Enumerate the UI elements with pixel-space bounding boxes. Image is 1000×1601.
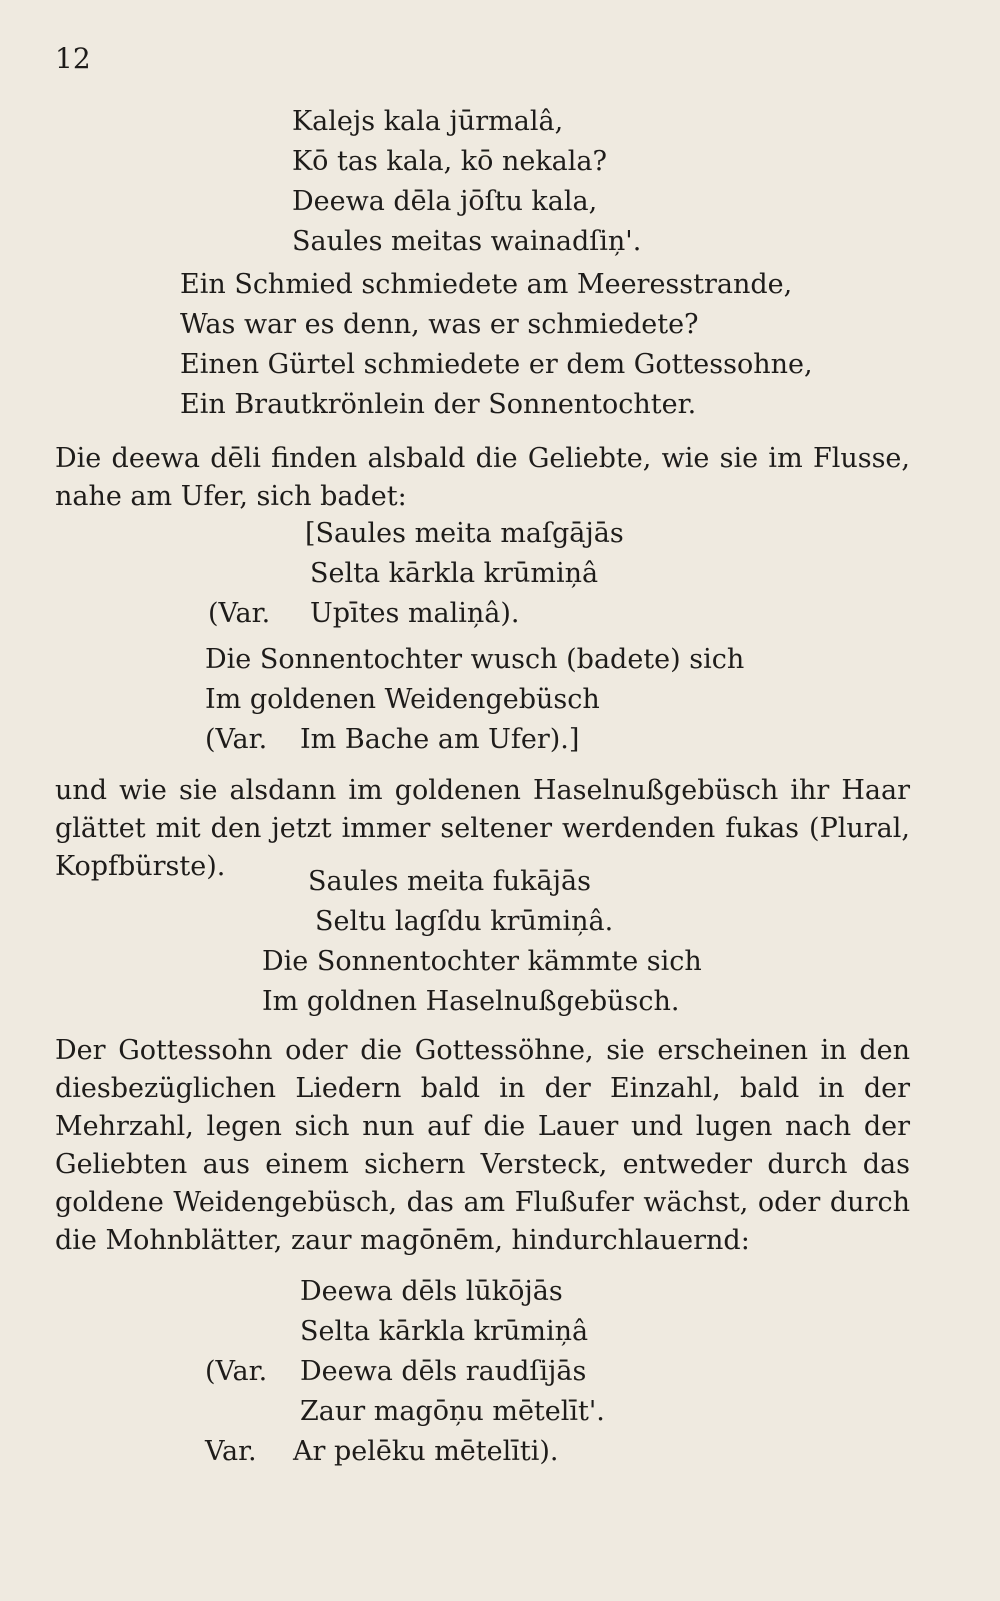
verse-line: Selta kārkla krūmiņâ	[300, 1316, 589, 1347]
translation-line: Ein Brautkrönlein der Sonnentochter.	[180, 389, 697, 420]
variant-label: Var.	[205, 1436, 257, 1467]
verse-line: Saules meitas wainadſiņ'.	[292, 226, 642, 257]
verse-line: Zaur magōņu mētelīt'.	[300, 1396, 605, 1427]
verse-line: Kō tas kala, kō nekala?	[292, 146, 607, 177]
verse-line: Deewa dēls raudſijās	[300, 1356, 587, 1387]
translation-line: Was war es denn, was er schmiedete?	[180, 309, 699, 340]
page-number: 12	[55, 42, 91, 75]
variant-label: (Var.	[205, 724, 268, 755]
translation-line: Die Sonnentochter wusch (badete) sich	[205, 644, 745, 675]
verse-line: Saules meita fukājās	[308, 866, 591, 897]
variant-label: (Var.	[208, 598, 271, 629]
verse-line: Kalejs kala jūrmalâ,	[292, 106, 564, 137]
translation-line: Im Bache am Ufer).]	[300, 724, 580, 755]
translation-line: Die Sonnentochter kämmte sich	[262, 946, 702, 977]
verse-line: [Saules meita maſgājās	[305, 518, 624, 549]
translation-line: Einen Gürtel schmiedete er dem Gottessohne,	[180, 349, 813, 380]
verse-line: Deewa dēls lūkōjās	[300, 1276, 563, 1307]
verse-line: Selta kārkla krūmiņâ	[310, 558, 599, 589]
variant-label: (Var.	[205, 1356, 268, 1387]
verse-line: Ar pelēku mētelīti).	[293, 1436, 559, 1467]
paragraph	[55, 1032, 910, 1260]
paragraph-text: Der Gottessohn oder die Gottessöhne, sie erscheinen in den diesbezüglichen Liedern bald in der Einzahl, bald in der Mehrzahl, legen sich nun auf die Lauer und lugen nach der Geliebten aus einem sichern Versteck, entweder durch das goldene Weidengebüsch, das am Flußufer wächst, oder durch die Mohnblätter, zaur magōnēm, hindurchlauernd:	[55, 1035, 910, 1256]
translation-line: Im goldnen Haselnußgebüsch.	[262, 986, 680, 1017]
verse-line: Upītes maliņâ).	[310, 598, 520, 629]
verse-line: Seltu lagſdu krūmiņâ.	[315, 906, 614, 937]
paragraph-text: und wie sie alsdann im goldenen Haselnußgebüsch ihr Haar glättet mit den jetzt immer seltener werdenden fukas (Plural, Kopfbürste).	[55, 775, 910, 882]
verse-line: Deewa dēla jōſtu kala,	[292, 186, 598, 217]
translation-line: Ein Schmied schmiedete am Meeresstrande,	[180, 269, 793, 300]
paragraph	[55, 440, 910, 516]
translation-line: Im goldenen Weidengebüsch	[205, 684, 600, 715]
paragraph-text: Die deewa dēli finden alsbald die Geliebte, wie sie im Flusse, nahe am Ufer, sich badet:	[55, 443, 910, 512]
